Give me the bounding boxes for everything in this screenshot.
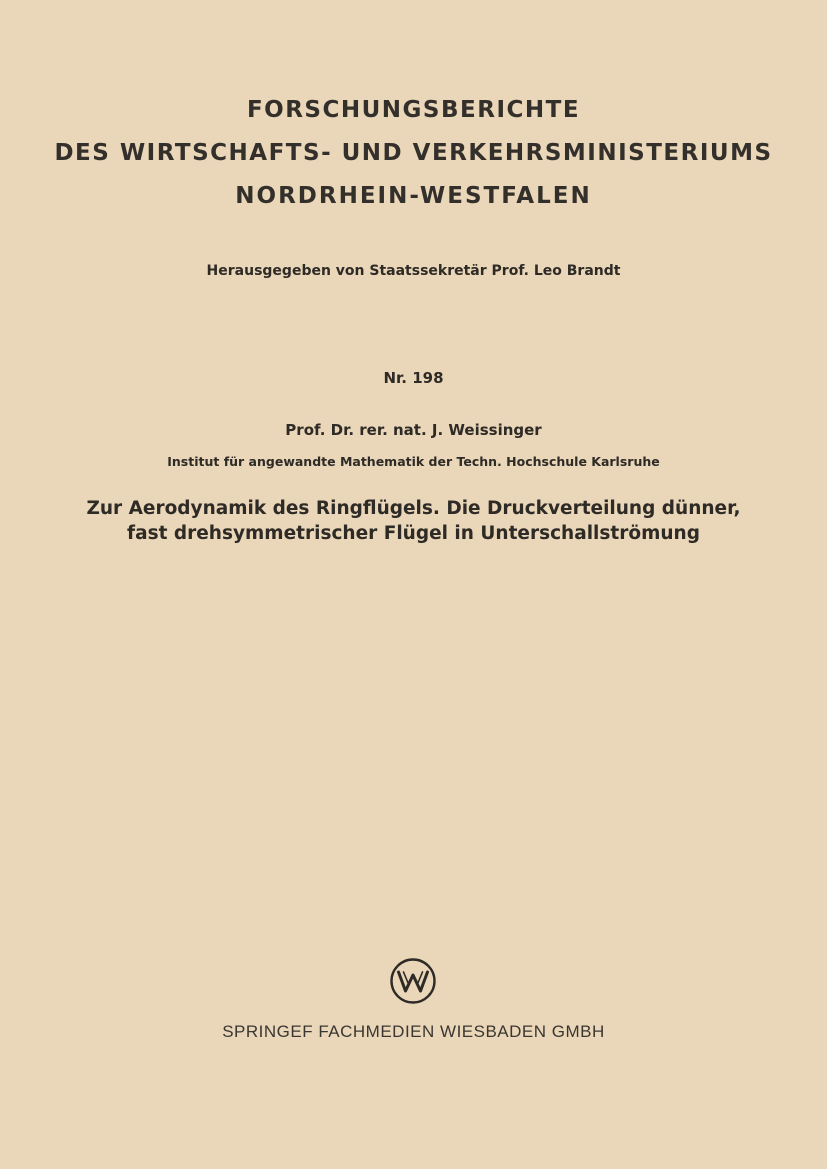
book-title bbox=[0, 496, 827, 546]
book-title-line-2: fast drehsymmetrischer Flügel in Unterschallströmung bbox=[127, 523, 700, 544]
series-title-line-1: FORSCHUNGSBERICHTE bbox=[246, 97, 581, 123]
volume-number: Nr. 198 bbox=[383, 369, 444, 387]
series-title-line-2: DES WIRTSCHAFTS- UND VERKEHRSMINISTERIUMS bbox=[54, 140, 773, 166]
editor-line: Herausgegeben von Staatssekretär Prof. Leo Brandt bbox=[206, 263, 621, 279]
author-institute: Institut für angewandte Mathematik der Techn. Hochschule Karlsruhe bbox=[167, 454, 660, 469]
publisher-name: SPRINGEF FACHMEDIEN WIESBADEN GMBH bbox=[222, 1022, 605, 1041]
springer-w-logo-icon bbox=[389, 957, 437, 1005]
author-name: Prof. Dr. rer. nat. J. Weissinger bbox=[285, 421, 542, 439]
book-title-line-1: Zur Aerodynamik des Ringflügels. Die Druckverteilung dünner, bbox=[86, 498, 741, 519]
series-title-line-3: NORDRHEIN-WESTFALEN bbox=[235, 183, 592, 209]
